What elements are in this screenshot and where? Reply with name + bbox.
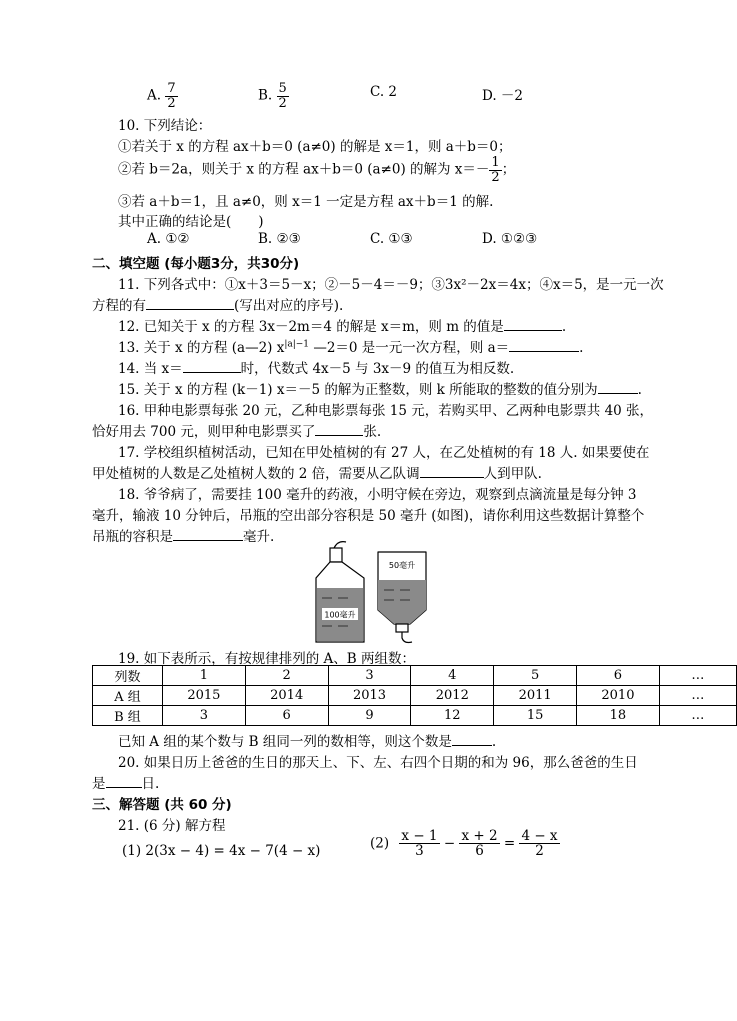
- table-row: [93, 706, 737, 726]
- q19-intro: 19. 如下表所示，有按规律排列的 A、B 两组数：: [118, 651, 416, 667]
- item-text: ②若 b＝2a，则关于 x 的方程 ax＋b＝0 (a≠0) 的解为 x＝－: [118, 161, 490, 178]
- denominator: 2: [535, 843, 544, 860]
- q10-intro: 10. 下列结论：: [118, 118, 212, 134]
- fraction: [519, 829, 559, 858]
- q11-line-2: [92, 294, 343, 314]
- denominator: 2: [278, 95, 287, 111]
- answer-blank[interactable]: [598, 381, 638, 394]
- table-cell: A 组: [93, 686, 163, 706]
- q10-option-d: D. ①②③: [482, 231, 538, 247]
- q20-text: 是: [92, 776, 106, 792]
- q14-text: 14. 当 x＝: [118, 361, 183, 377]
- q9-option-a: [147, 82, 178, 110]
- q18-text: 吊瓶的容积是: [92, 529, 173, 545]
- q19-after: [118, 730, 496, 750]
- q21-equation-2: [370, 829, 560, 858]
- section-3-title: 三、解答题 (共 60 分): [92, 797, 232, 813]
- numerator: 4 − x: [521, 828, 558, 844]
- option-label: A.: [147, 87, 162, 104]
- left-bottle: [316, 542, 364, 642]
- q20-line-2: [92, 772, 159, 792]
- table-cell: …: [659, 666, 736, 686]
- table-cell: 18: [577, 706, 660, 726]
- table-cell: 5: [494, 666, 577, 686]
- table-cell: 2: [245, 666, 328, 686]
- table-cell: 1: [162, 666, 245, 686]
- table-cell: …: [659, 706, 736, 726]
- table-cell: 2011: [494, 686, 577, 706]
- numerator: 1: [491, 155, 500, 170]
- q18-line-2: 毫升，输液 10 分钟后，吊瓶的空出部分容积是 50 毫升 (如图)，请你利用这些数据计算整个: [92, 508, 645, 524]
- denominator: 3: [415, 843, 424, 860]
- right-bottle: [378, 552, 426, 643]
- table-cell: 列数: [93, 666, 163, 686]
- denominator: 2: [491, 169, 500, 185]
- table-cell: 15: [494, 706, 577, 726]
- q11-text-end: (写出对应的序号).: [234, 298, 344, 314]
- item-text-end: ；: [501, 161, 516, 178]
- section-2-title: 二、填空题 (每小题3分，共30分): [92, 256, 300, 272]
- q9-option-b: [258, 82, 289, 110]
- q11-line-1: 11. 下列各式中：①x＋3＝5－x；②－5－4＝－9；③3x²－2x＝4x；④x＝5，是一元一次: [118, 277, 664, 293]
- answer-blank[interactable]: [315, 423, 363, 436]
- q17-line-2: [92, 462, 542, 482]
- numerator: 5: [278, 81, 287, 96]
- q10-option-c: C. ①③: [370, 231, 413, 247]
- q20-text-end: 日.: [141, 776, 160, 792]
- q10-option-a: A. ①②: [147, 231, 190, 247]
- table-cell: 3: [328, 666, 411, 686]
- option-label: B.: [258, 87, 273, 104]
- numerator: x − 1: [401, 828, 438, 844]
- q19-text: 已知 A 组的某个数与 B 组同一列的数相等，则这个数是: [118, 734, 452, 750]
- numerator: 7: [167, 81, 176, 96]
- answer-blank[interactable]: [106, 775, 142, 788]
- table-cell: 9: [328, 706, 411, 726]
- q12: [118, 315, 566, 335]
- q13: [118, 336, 583, 356]
- answer-blank[interactable]: [509, 339, 579, 352]
- q13-exponent: |a|−1: [284, 339, 310, 350]
- table-row: [93, 666, 737, 686]
- equation-label: (2): [370, 835, 390, 852]
- right-bottle-label: 50毫升: [388, 561, 416, 570]
- iv-bottle-figure: [308, 538, 458, 646]
- answer-blank[interactable]: [452, 733, 492, 746]
- q18-text-end: 毫升.: [243, 529, 275, 545]
- q15-text-end: .: [637, 382, 642, 398]
- table-cell: B 组: [93, 706, 163, 726]
- q12-text: 12. 已知关于 x 的方程 3x－2m＝4 的解是 x＝m，则 m 的值是: [118, 319, 504, 335]
- answer-blank[interactable]: [146, 297, 234, 310]
- answer-blank[interactable]: [183, 360, 241, 373]
- answer-blank[interactable]: [504, 318, 562, 331]
- q20-line-1: 20. 如果日历上爸爸的生日的那天上、下、左、右四个日期的和为 96，那么爸爸的生日: [118, 755, 638, 771]
- denominator: 2: [167, 95, 176, 111]
- fraction: [277, 82, 289, 110]
- table-cell: …: [659, 686, 736, 706]
- q10-item-3: ③若 a＋b＝1，且 a≠0，则 x＝1 一定是方程 ax＋b＝1 的解.: [118, 194, 494, 210]
- q10-item-2: [118, 156, 515, 184]
- numerator: x + 2: [461, 828, 498, 844]
- q14-text-end: 时，代数式 4x－5 与 3x－9 的值互为相反数.: [240, 361, 515, 377]
- q13-text-end: .: [579, 340, 584, 356]
- q16-text: 恰好用去 700 元，则甲种电影票买了: [92, 424, 316, 440]
- answer-blank[interactable]: [173, 528, 243, 541]
- table-cell: 2012: [411, 686, 494, 706]
- q12-text-end: .: [561, 319, 567, 335]
- denominator: 6: [475, 843, 484, 860]
- table-cell: 2013: [328, 686, 411, 706]
- answer-blank[interactable]: [420, 465, 484, 478]
- q14: [118, 357, 514, 377]
- fraction: [459, 829, 499, 858]
- q15-text: 15. 关于 x 的方程 (k－1) x＝－5 的解为正整数，则 k 所能取的整数的值分别为: [118, 382, 598, 398]
- q19-table: [92, 665, 737, 726]
- q16-line-1: 16. 甲种电影票每张 20 元，乙种电影票每张 15 元，若购买甲、乙两种电影票共 40 张，: [118, 403, 654, 419]
- fraction: [489, 156, 501, 184]
- q10-item-1: ①若关于 x 的方程 ax＋b＝0 (a≠0) 的解是 x＝1，则 a＋b＝0；: [118, 139, 512, 155]
- equals-sign: =: [503, 835, 516, 852]
- q21-intro: 21. (6 分) 解方程: [118, 818, 226, 834]
- q17-line-1: 17. 学校组织植树活动，已知在甲处植树的有 27 人，在乙处植树的有 18 人. 如果要使在: [118, 445, 650, 461]
- minus-sign: −: [443, 835, 456, 852]
- table-cell: 12: [411, 706, 494, 726]
- q13-text: 13. 关于 x 的方程 (a—2) x: [118, 340, 285, 356]
- q13-text-mid: —2＝0 是一元一次方程，则 a＝: [309, 340, 510, 356]
- q10-ask: 其中正确的结论是( ): [118, 214, 264, 230]
- q18-line-1: 18. 爷爷病了，需要挂 100 毫升的药液，小明守候在旁边，观察到点滴流量是每分钟 3: [118, 487, 637, 503]
- table-cell: 6: [245, 706, 328, 726]
- q11-text: 方程的有: [92, 298, 146, 314]
- fraction: [165, 82, 177, 110]
- q18-line-3: [92, 525, 274, 545]
- q19-text-end: .: [491, 734, 497, 750]
- q17-text: 甲处植树的人数是乙处植树人数的 2 倍，需要从乙队调: [92, 466, 420, 482]
- table-cell: 2010: [577, 686, 660, 706]
- q9-option-c: C. 2: [370, 84, 398, 100]
- table-cell: 3: [162, 706, 245, 726]
- q17-text-end: 人到甲队.: [483, 466, 542, 482]
- table-cell: 6: [577, 666, 660, 686]
- q16-line-2: [92, 420, 381, 440]
- fraction: [399, 829, 439, 858]
- q21-equation-1: (1) 2(3x − 4) = 4x − 7(4 − x): [122, 843, 321, 859]
- table-cell: 2015: [162, 686, 245, 706]
- q10-option-b: B. ②③: [258, 231, 301, 247]
- table-cell: 2014: [245, 686, 328, 706]
- q9-option-d: D. －2: [482, 88, 524, 104]
- left-bottle-label: 100毫升: [324, 610, 356, 620]
- table-row: [93, 686, 737, 706]
- table-cell: 4: [411, 666, 494, 686]
- q16-text-end: 张.: [363, 424, 382, 440]
- q15: [118, 378, 642, 398]
